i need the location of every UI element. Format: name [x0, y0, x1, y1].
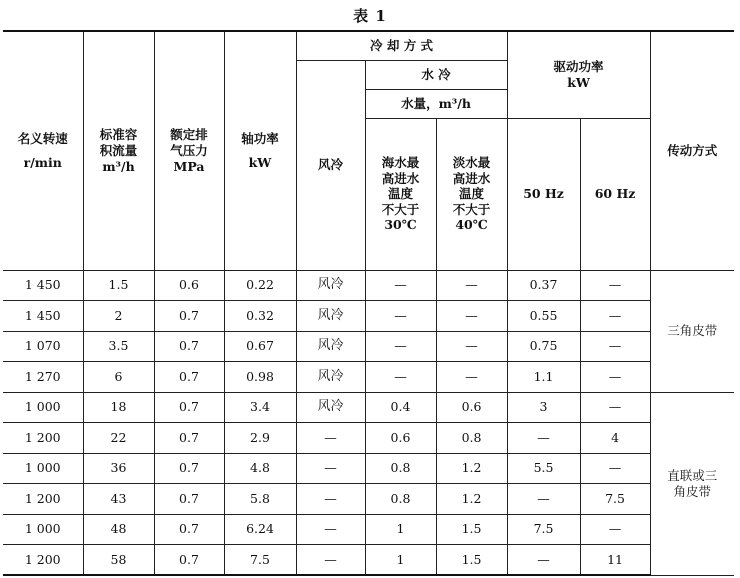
- header-fresh-water-line5: 40℃: [455, 217, 488, 233]
- cell-drive-60hz: 11: [580, 545, 650, 576]
- header-sea-water-line5: 30℃: [384, 217, 417, 233]
- cell-air-cooling: 风冷: [296, 331, 365, 362]
- cell-air-cooling: 风冷: [296, 301, 365, 332]
- cell-speed: 1 450: [3, 270, 83, 301]
- header-pressure-unit: MPa: [173, 158, 205, 174]
- cell-flow: 58: [83, 545, 154, 576]
- cell-drive-50hz: 0.37: [507, 270, 580, 301]
- cell-fresh-water: 0.8: [436, 423, 507, 454]
- cell-speed: 1 000: [3, 392, 83, 423]
- header-flow-unit: m³/h: [102, 158, 135, 174]
- header-shaft-power: [224, 31, 296, 270]
- cell-drive-50hz: 7.5: [507, 514, 580, 545]
- cell-pressure: 0.7: [154, 331, 224, 362]
- header-speed-unit: r/min: [23, 154, 62, 170]
- header-speed-label: 名义转速: [17, 131, 68, 147]
- cell-shaft-power: 4.8: [224, 453, 296, 484]
- cell-speed: 1 070: [3, 331, 83, 362]
- cell-sea-water: —: [365, 362, 436, 393]
- cell-pressure: 0.7: [154, 484, 224, 515]
- header-fresh-water: [436, 118, 507, 270]
- header-flow-line1: 标准容: [99, 127, 138, 143]
- cell-drive-60hz: —: [580, 331, 650, 362]
- header-pressure-line2: 气压力: [170, 142, 208, 158]
- cell-sea-water: 0.4: [365, 392, 436, 423]
- cell-sea-water: 0.8: [365, 453, 436, 484]
- cell-flow: 2: [83, 301, 154, 332]
- table-row: [3, 514, 734, 545]
- cell-drive-60hz: —: [580, 362, 650, 393]
- header-fresh-water-line3: 温度: [459, 186, 485, 202]
- cell-air-cooling: —: [296, 545, 365, 576]
- cell-drive-50hz: —: [507, 484, 580, 515]
- header-60hz: 60 Hz: [580, 118, 650, 270]
- cell-sea-water: 0.6: [365, 423, 436, 454]
- cell-drive-50hz: 3: [507, 392, 580, 423]
- cell-air-cooling: 风冷: [296, 270, 365, 301]
- cell-pressure: 0.7: [154, 423, 224, 454]
- cell-shaft-power: 0.22: [224, 270, 296, 301]
- cell-shaft-power: 3.4: [224, 392, 296, 423]
- cell-fresh-water: 1.5: [436, 514, 507, 545]
- cell-fresh-water: 1.2: [436, 453, 507, 484]
- cell-air-cooling: —: [296, 514, 365, 545]
- header-pressure: [154, 31, 224, 270]
- cell-sea-water: —: [365, 301, 436, 332]
- cell-speed: 1 200: [3, 484, 83, 515]
- cell-transmission: [650, 392, 734, 575]
- header-cooling: 冷 却 方 式: [296, 31, 507, 60]
- header-fresh-water-line2: 高进水: [452, 170, 491, 186]
- cell-pressure: 0.7: [154, 453, 224, 484]
- cell-drive-50hz: 0.75: [507, 331, 580, 362]
- header-sea-water: [365, 118, 436, 270]
- cell-drive-50hz: 0.55: [507, 301, 580, 332]
- cell-pressure: 0.7: [154, 301, 224, 332]
- cell-drive-50hz: 1.1: [507, 362, 580, 393]
- cell-air-cooling: —: [296, 453, 365, 484]
- cell-speed: 1 200: [3, 423, 83, 454]
- cell-drive-50hz: —: [507, 423, 580, 454]
- cell-drive-60hz: —: [580, 270, 650, 301]
- cell-sea-water: —: [365, 270, 436, 301]
- table-row: [3, 362, 734, 393]
- cell-drive-50hz: 5.5: [507, 453, 580, 484]
- table-row: [3, 392, 734, 423]
- header-fresh-water-line1: 淡水最: [452, 154, 491, 170]
- cell-transmission: [650, 270, 734, 392]
- cell-air-cooling: —: [296, 423, 365, 454]
- cell-fresh-water: 1.2: [436, 484, 507, 515]
- cell-sea-water: 1: [365, 514, 436, 545]
- cell-flow: 36: [83, 453, 154, 484]
- cell-flow: 6: [83, 362, 154, 393]
- header-water-cooling: 水 冷: [365, 60, 507, 89]
- cell-flow: 3.5: [83, 331, 154, 362]
- cell-air-cooling: 风冷: [296, 362, 365, 393]
- header-drive-power: [507, 31, 650, 118]
- table-row: [3, 484, 734, 515]
- header-sea-water-line2: 高进水: [381, 170, 420, 186]
- header-drive-power-label: 驱动功率: [553, 59, 604, 75]
- cell-flow: 43: [83, 484, 154, 515]
- cell-pressure: 0.7: [154, 392, 224, 423]
- header-water-amount: 水量，m³/h: [365, 89, 507, 118]
- cell-drive-60hz: —: [580, 392, 650, 423]
- table-row: [3, 545, 734, 576]
- header-transmission: 传动方式: [650, 31, 734, 270]
- header-drive-power-unit: kW: [567, 74, 590, 90]
- cell-flow: 22: [83, 423, 154, 454]
- transmission-label-line: 角皮带: [673, 483, 712, 499]
- header-sea-water-line3: 温度: [387, 186, 413, 202]
- cell-sea-water: 1: [365, 545, 436, 576]
- spec-table: [3, 30, 734, 576]
- table-title: 表 1: [353, 7, 387, 25]
- table-row: [3, 301, 734, 332]
- header-sea-water-line1: 海水最: [381, 154, 420, 170]
- cell-shaft-power: 0.67: [224, 331, 296, 362]
- cell-flow: 1.5: [83, 270, 154, 301]
- cell-drive-60hz: 4: [580, 423, 650, 454]
- header-flow-line2: 积流量: [99, 142, 138, 158]
- cell-drive-60hz: —: [580, 514, 650, 545]
- cell-pressure: 0.7: [154, 545, 224, 576]
- cell-pressure: 0.6: [154, 270, 224, 301]
- cell-shaft-power: 5.8: [224, 484, 296, 515]
- cell-speed: 1 000: [3, 453, 83, 484]
- header-50hz: 50 Hz: [507, 118, 580, 270]
- cell-fresh-water: —: [436, 301, 507, 332]
- table-row: [3, 270, 734, 301]
- header-fresh-water-line4: 不大于: [452, 201, 491, 217]
- cell-flow: 48: [83, 514, 154, 545]
- transmission-label-line: 直联或三: [667, 467, 718, 483]
- header-pressure-line1: 额定排: [170, 127, 208, 143]
- cell-shaft-power: 0.32: [224, 301, 296, 332]
- cell-fresh-water: 0.6: [436, 392, 507, 423]
- cell-fresh-water: —: [436, 331, 507, 362]
- cell-drive-60hz: 7.5: [580, 484, 650, 515]
- cell-sea-water: —: [365, 331, 436, 362]
- header-shaft-power-unit: kW: [248, 154, 272, 170]
- cell-flow: 18: [83, 392, 154, 423]
- cell-speed: 1 200: [3, 545, 83, 576]
- cell-drive-60hz: —: [580, 453, 650, 484]
- cell-speed: 1 270: [3, 362, 83, 393]
- cell-air-cooling: —: [296, 484, 365, 515]
- header-sea-water-line4: 不大于: [381, 201, 420, 217]
- cell-pressure: 0.7: [154, 362, 224, 393]
- cell-air-cooling: 风冷: [296, 392, 365, 423]
- header-air-cooling: 风冷: [296, 60, 365, 270]
- table-row: [3, 453, 734, 484]
- cell-fresh-water: 1.5: [436, 545, 507, 576]
- cell-speed: 1 000: [3, 514, 83, 545]
- cell-shaft-power: 0.98: [224, 362, 296, 393]
- cell-shaft-power: 7.5: [224, 545, 296, 576]
- header-speed: [3, 31, 83, 270]
- table-row: [3, 331, 734, 362]
- cell-fresh-water: —: [436, 270, 507, 301]
- cell-shaft-power: 2.9: [224, 423, 296, 454]
- cell-speed: 1 450: [3, 301, 83, 332]
- cell-shaft-power: 6.24: [224, 514, 296, 545]
- cell-drive-60hz: —: [580, 301, 650, 332]
- header-flow: [83, 31, 154, 270]
- cell-drive-50hz: —: [507, 545, 580, 576]
- transmission-label-line: 三角皮带: [667, 323, 718, 339]
- header-shaft-power-label: 轴功率: [241, 131, 279, 147]
- table-row: [3, 423, 734, 454]
- cell-sea-water: 0.8: [365, 484, 436, 515]
- cell-fresh-water: —: [436, 362, 507, 393]
- cell-pressure: 0.7: [154, 514, 224, 545]
